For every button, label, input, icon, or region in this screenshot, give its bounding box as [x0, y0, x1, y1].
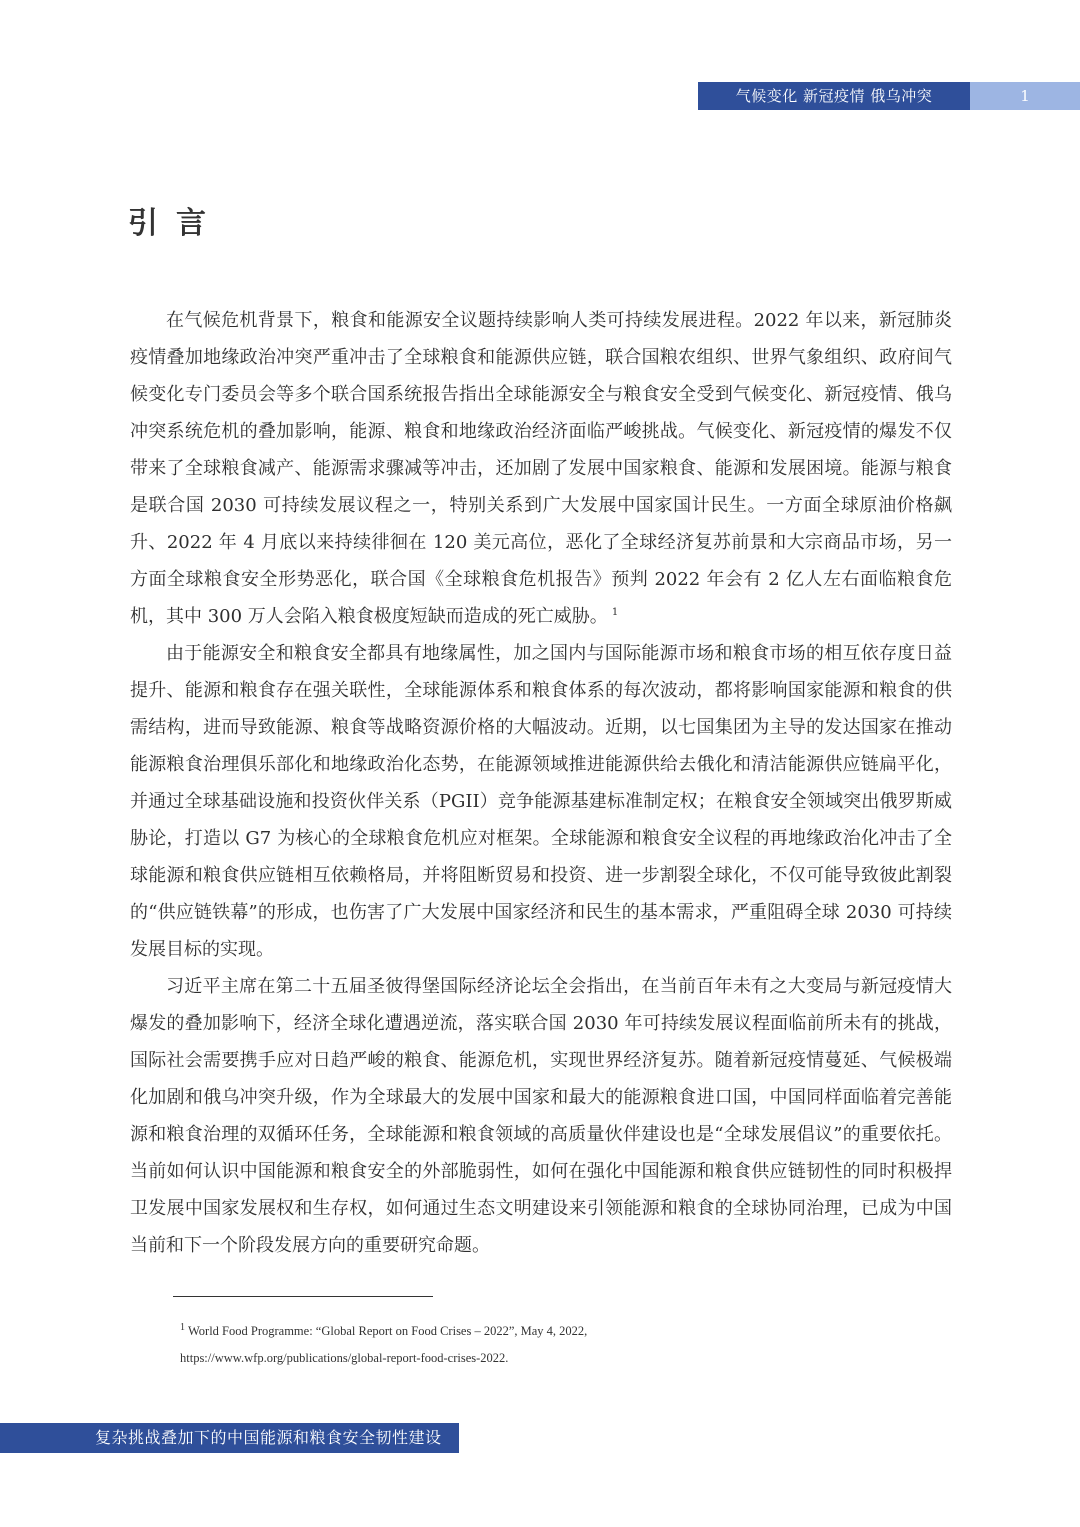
- footnote: [180, 1318, 940, 1372]
- paragraph-1: [130, 302, 952, 635]
- paragraph-3: 习近平主席在第二十五届圣彼得堡国际经济论坛全会指出，在当前百年未有之大变局与新冠疫情大爆发的叠加影响下，经济全球化遭遇逆流，落实联合国 2030 年可持续发展议程面临前所未有的挑战，国际社会需要携手应对日趋严峻的粮食、能源危机，实现世界经济复苏。随着新冠疫情蔓延、气候极端化加剧和俄乌冲突升级，作为全球最大的发展中国家和最大的能源粮食进口国，中国同样面临着完善能源和粮食治理的双循环任务，全球能源和粮食领域的高质量伙伴建设也是“全球发展倡议”的重要依托。当前如何认识中国能源和粮食安全的外部脆弱性，如何在强化中国能源和粮食供应链韧性的同时积极捍卫发展中国家发展权和生存权，如何通过生态文明建设来引领能源和粮食的全球协同治理，已成为中国当前和下一个阶段发展方向的重要研究命题。: [130, 976, 952, 1256]
- paragraph-2: 由于能源安全和粮食安全都具有地缘属性，加之国内与国际能源市场和粮食市场的相互依存度日益提升、能源和粮食存在强关联性，全球能源体系和粮食体系的每次波动，都将影响国家能源和粮食的供需结构，进而导致能源、粮食等战略资源价格的大幅波动。近期，以七国集团为主导的发达国家在推动能源粮食治理俱乐部化和地缘政治化态势，在能源领域推进能源供给去俄化和清洁能源供应链扁平化，并通过全球基础设施和投资伙伴关系（PGII）竞争能源基建标准制定权；在粮食安全领域突出俄罗斯威胁论，打造以 G7 为核心的全球粮食危机应对框架。全球能源和粮食安全议程的再地缘政治化冲击了全球能源和粮食供应链相互依赖格局，并将阻断贸易和投资、进一步割裂全球化，不仅可能导致彼此割裂的“供应链铁幕”的形成，也伤害了广大发展中国家经济和民生的基本需求，严重阻碍全球 2030 可持续发展目标的实现。: [130, 643, 952, 960]
- footnote-reference: 1: [611, 607, 619, 618]
- paragraph-1-text: 在气候危机背景下，粮食和能源安全议题持续影响人类可持续发展进程。2022 年以来，新冠肺炎疫情叠加地缘政治冲突严重冲击了全球粮食和能源供应链，联合国粮农组织、世界气象组织、政府间气候变化专门委员会等多个联合国系统报告指出全球能源安全与粮食安全受到气候变化、新冠疫情、俄乌冲突系统危机的叠加影响，能源、粮食和地缘政治经济面临严峻挑战。气候变化、新冠疫情的爆发不仅带来了全球粮食减产、能源需求骤减等冲击，还加剧了发展中国家粮食、能源和发展困境。能源与粮食是联合国 2030 可持续发展议程之一，特别关系到广大发展中国家国计民生。一方面全球原油价格飙升、2022 年 4 月底以来持续徘徊在 120 美元高位，恶化了全球经济复苏前景和大宗商品市场，另一方面全球粮食安全形势恶化，联合国《全球粮食危机报告》预判 2022 年会有 2 亿人左右面临粮食危机，其中 300 万人会陷入粮食极度短缺而造成的死亡威胁。: [130, 310, 952, 627]
- footnote-line-1: [180, 1318, 940, 1345]
- footnote-divider: [173, 1296, 433, 1297]
- footnote-number: 1: [180, 1321, 185, 1333]
- running-footer-title: 复杂挑战叠加下的中国能源和粮食安全韧性建设: [0, 1423, 459, 1453]
- page-number: 1: [970, 82, 1080, 110]
- page-title: 引言: [128, 206, 224, 241]
- running-header-title: 气候变化 新冠疫情 俄乌冲突: [698, 82, 970, 110]
- footnote-citation: World Food Programme: “Global Report on Food Crises – 2022”, May 4, 2022,: [188, 1324, 588, 1338]
- footnote-url: https://www.wfp.org/publications/global-report-food-crises-2022.: [180, 1351, 509, 1365]
- body-text: [130, 302, 952, 1264]
